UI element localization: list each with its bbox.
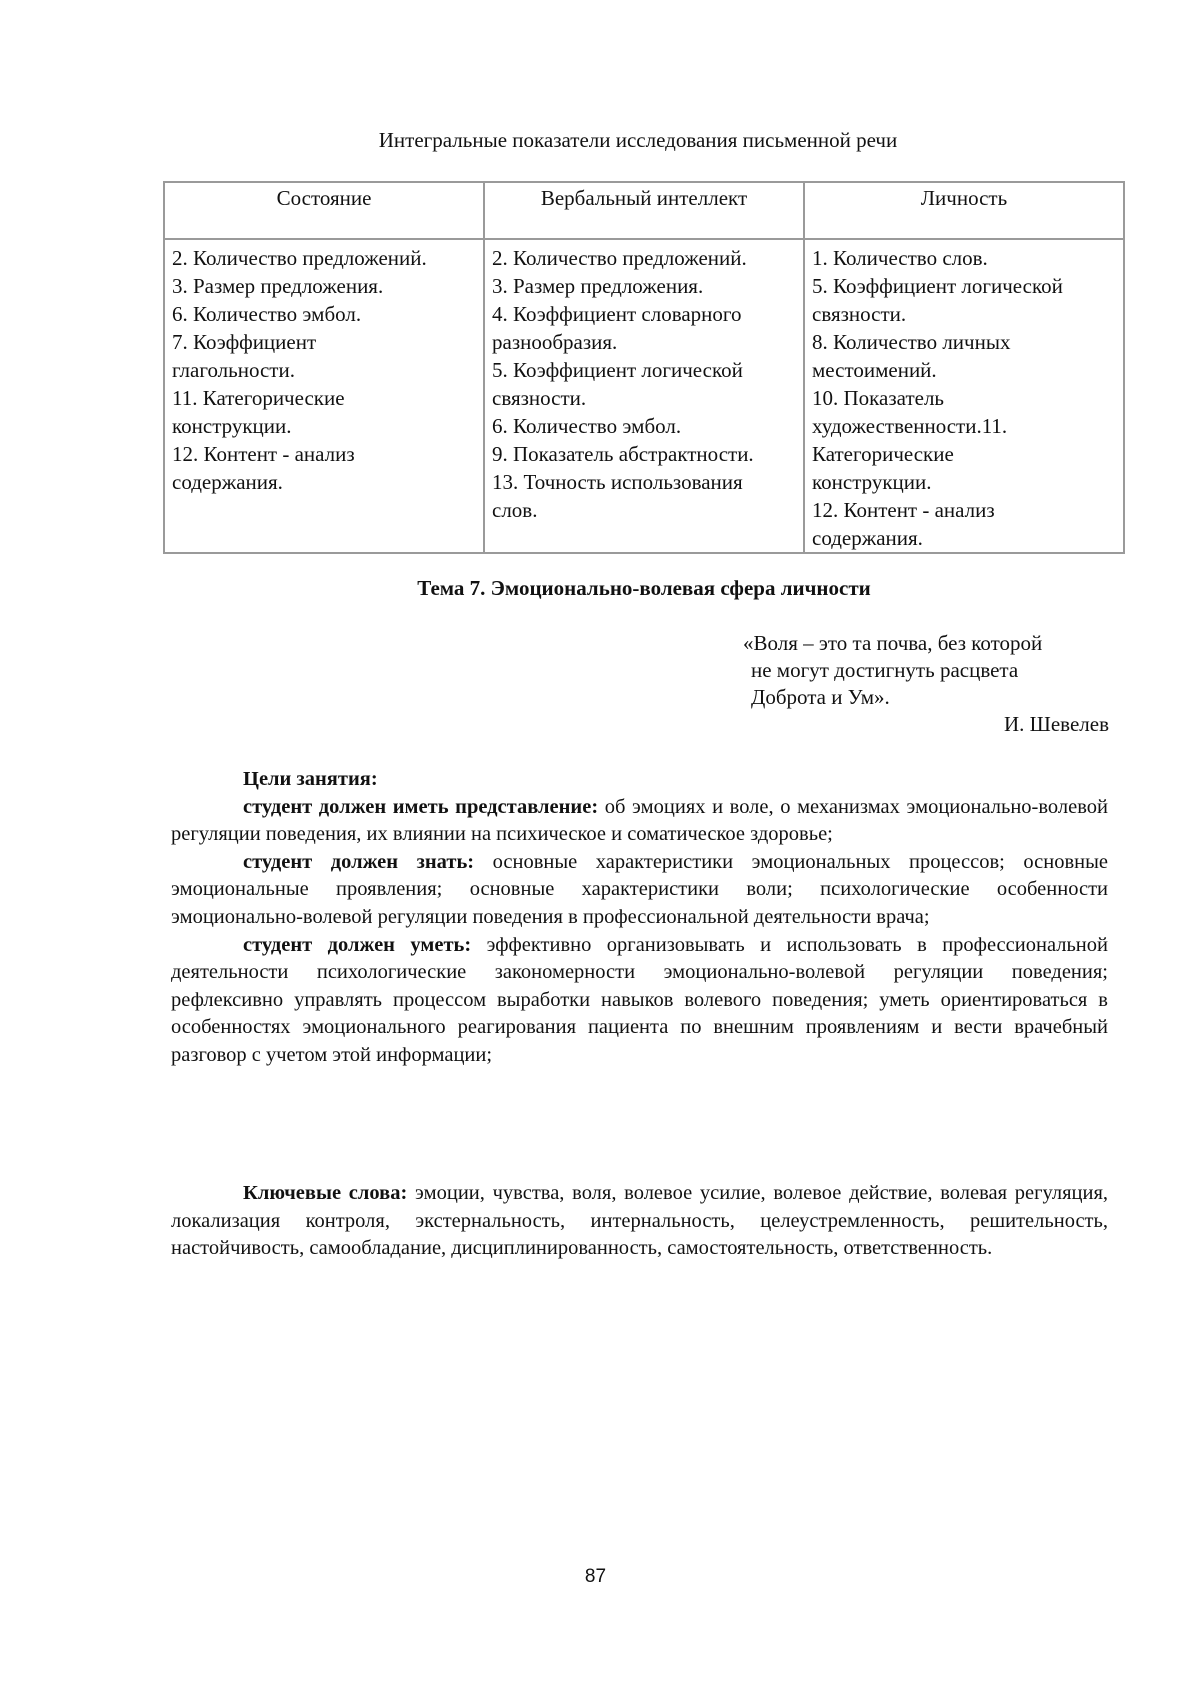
cell-line: 5. Коэффициент логической [492,358,743,382]
cell-line: Категорические [812,442,954,466]
table-cell-verbal-intellect [484,239,804,553]
keywords-paragraph [171,1180,1108,1263]
epigraph-line: «Воля – это та почва, без которой [743,631,1043,655]
cell-line: 6. Количество эмбол. [492,414,682,438]
cell-line: 12. Контент - анализ [172,442,355,466]
cell-line: 2. Количество предложений. [492,246,747,270]
cell-line: 8. Количество личных [812,330,1011,354]
metrics-table [163,181,1125,554]
table-row [164,239,1124,553]
goal-label: студент должен иметь представление: [243,795,599,818]
goals-section [171,766,1108,1070]
table-header-verbal-intellect: Вербальный интеллект [484,182,804,239]
cell-line: разнообразия. [492,330,618,354]
table-header-state: Состояние [164,182,484,239]
cell-line: слов. [492,498,538,522]
goal-text: эффективно организовывать и использовать в профессиональной деятельности психологические закономерности эмоционально-волевой регуляции поведения; рефлексивно управлять процессом выработки навыков волевого поведения; уметь ориентироваться в особенностях эмоционального реагирования пациента по внешним проявлениям и вести врачебный разговор с учетом этой информации; [171,933,1108,1066]
goal-text: об эмоциях и воле, о механизмах эмоционально-волевой регуляции поведения, их влиянии на психическое и соматическое здоровье; [171,795,1108,846]
goal-paragraph [171,794,1108,849]
epigraph-quote [743,630,1042,711]
goal-paragraph [171,932,1108,1070]
page-number: 87 [584,1566,607,1587]
epigraph-author: И. Шевелев [1004,712,1109,736]
epigraph-line: Доброта и Ум». [751,685,890,709]
cell-line: 10. Показатель [812,386,944,410]
cell-line: содержания. [812,526,923,550]
keywords-section [171,1180,1108,1263]
goal-paragraph [171,849,1108,932]
topic-title: Тема 7. Эмоционально-волевая сфера личности [417,576,871,600]
goal-label: студент должен уметь: [243,933,472,956]
cell-line: 5. Коэффициент логической [812,274,1063,298]
cell-line: 13. Точность использования [492,470,743,494]
keywords-label: Ключевые слова: [243,1182,408,1204]
cell-line: конструкции. [172,414,292,438]
cell-line: 4. Коэффициент словарного [492,302,742,326]
cell-line: 9. Показатель абстрактности. [492,442,754,466]
epigraph-line: не могут достигнуть расцвета [751,658,1019,682]
cell-line: художественности.11. [812,414,1008,438]
cell-line: 1. Количество слов. [812,246,988,270]
cell-line: местоимений. [812,358,937,382]
cell-line: 12. Контент - анализ [812,498,995,522]
table-header-row [164,182,1124,239]
table-cell-personality [804,239,1124,553]
cell-line: 6. Количество эмбол. [172,302,362,326]
cell-line: 2. Количество предложений. [172,246,427,270]
goal-label: студент должен знать: [243,850,475,873]
cell-line: связности. [812,302,907,326]
cell-line: связности. [492,386,587,410]
cell-line: 7. Коэффициент [172,330,317,354]
cell-line: 3. Размер предложения. [172,274,384,298]
table-header-personality: Личность [804,182,1124,239]
cell-line: глагольности. [172,358,295,382]
keywords-text: эмоции, чувства, воля, волевое усилие, волевое действие, волевая регуляция, локализация контроля, экстернальность, интернальность, целеустремленность, решительность, настойчивость, самообладание, дисциплинированность, самостоятельность, ответственность. [171,1182,1108,1260]
cell-line: 11. Категорические [172,386,345,410]
goals-heading: Цели занятия: [243,768,378,790]
goals-heading-paragraph [171,766,1108,794]
cell-line: 3. Размер предложения. [492,274,704,298]
cell-line: конструкции. [812,470,932,494]
table-cell-state [164,239,484,553]
goal-text: основные характеристики эмоциональных процессов; основные эмоциональные проявления; основные характеристики воли; психологические особенности эмоционально-волевой регуляции поведения в профессиональной деятельности врача; [171,850,1108,928]
table-caption: Интегральные показатели исследования письменной речи [378,128,898,152]
cell-line: содержания. [172,470,283,494]
